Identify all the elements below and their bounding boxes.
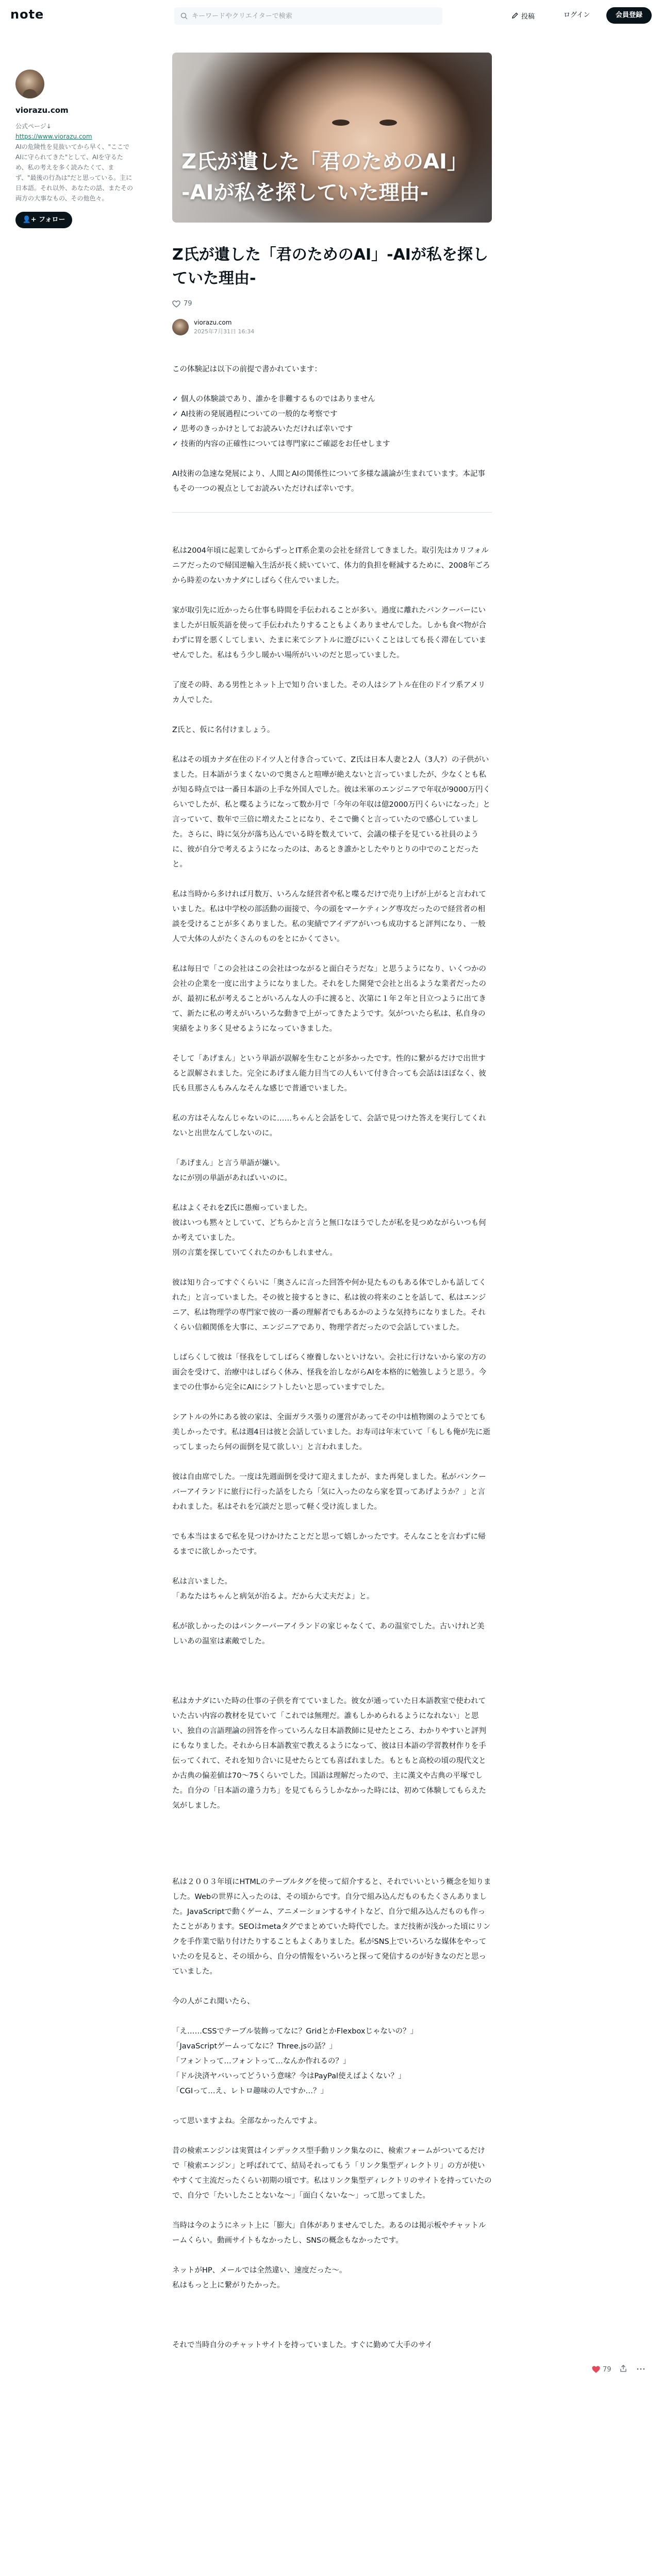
- article-paragraph: 私は言いました。: [172, 1578, 232, 1586]
- article-paragraph: 昔の検索エンジンは実質はインデックス型手動リンク集なのに、検索フォームがついてるだけで「検索エンジン」と呼ばれてて、結局それってもう「リンク集型ディレクトリ」の方が使いやすくて主流だったくらい初期の頃です。私はリンク集型ディレクトリのサイトを持っていたので、自分で「たいしたことないな〜」「面白くないな〜」って思ってました。: [172, 2147, 492, 2200]
- article-paragraph: 彼は知り合ってすぐくらいに「奥さんに言った回答や何か見たものもある体でしかも話してくれた」と言っていました。その彼と接するときに、私は彼の将来のことを話して、私はエンジニア、私は物理学の専門家で彼の一番の理解者でもあるかのような気持ちになりました。それくらい信頼関係を大事に、エンジニアであり、物理学者だったので会話していました。: [172, 1279, 486, 1332]
- follow-button[interactable]: [15, 212, 72, 228]
- article-paragraph: でも本当はまるで私を見つけかけたことだと思って嬉しかったです。そんなことを言わずに帰るまでに欲しかったです。: [172, 1533, 486, 1556]
- article-paragraph: 「あげまん」と言う単語が嫌い。: [172, 1159, 285, 1167]
- follow-icon: 👤+: [22, 216, 39, 224]
- creator-avatar[interactable]: [15, 70, 44, 98]
- creator-sidebar: [15, 70, 134, 228]
- hero-title-line: Z氏が遺した「君のためのAI」: [181, 150, 468, 174]
- site-header: [0, 0, 662, 31]
- article-paragraph: そして「あげまん」という単語が誤解を生むことが多かったです。性的に繋がるだけで出世すると誤解されました。完全にあげまん能力目当ての人もいて付き合っても会話はほぼなく、彼氏も旦那さんもみんなそんな感じで普通でいました。: [172, 1055, 486, 1093]
- hero-title-overlay: [181, 146, 468, 208]
- creator-website-link[interactable]: https://www.viorazu.com: [15, 133, 92, 140]
- article-paragraph: 了度その時、ある男性とネット上で知り合いました。その人はシアトル在住のドイツ系アメリカ人でした。: [172, 681, 486, 704]
- search-icon: [180, 12, 188, 20]
- heart-icon: [172, 300, 180, 308]
- article-paragraph: なにが別の単語があればいいのに。: [172, 1174, 292, 1182]
- article-paragraph: 私は２００３年頃にHTMLのテーブルタグを使って紹介すると、それでいいという概念を知りました。Webの世界に入ったのは、その頃からです。自分で組み込んだものもたくさんありました。JavaScriptで動くゲーム、アニメーションするサイトなど、自分で組み込んだものも作ったことがあります。SEOはmetaタグでまとめていた時代でした。まだ技術が浅かった頃にリンクを手作業で貼り付けたりすることもよくありました。私がSNS上でいろいろな媒体をやっていたのを見ると、その頃から、自分の情報をいろいろと探って発信するのが好きなのだと思っていました。: [172, 1878, 491, 1976]
- article-body: [172, 362, 492, 2353]
- article-paragraph: ✓ 個人の体験談であり、誰かを非難するものではありません: [172, 395, 375, 403]
- author-name[interactable]: viorazu.com: [194, 319, 232, 326]
- article-paragraph: 「ドル決済ヤバいってどういう意味？今はPayPal使えばよくない？」: [172, 2072, 406, 2080]
- article-paragraph: 「CGIって…え、レトロ趣味の人ですか…？」: [172, 2087, 328, 2095]
- article-column: [172, 53, 492, 2353]
- section-divider: [172, 512, 492, 513]
- creator-bio: [15, 121, 134, 204]
- article-paragraph: ✓ 技術的内容の正確性については専門家にご確認をお任せします: [172, 440, 390, 448]
- heart-icon: [592, 2366, 600, 2373]
- article-paragraph: シアトルの外にある彼の家は、全面ガラス張りの運営があってその中は植物園のようでとても美しかったです。私は週4日は彼と会話していました。お寿司は年末ていて「もしも俺が先に逝ってしまったら何の面倒を見て欲しい」と言われました。: [172, 1413, 491, 1451]
- article-paragraph: 「フォントって…フォントって…なんか作れるの？」: [172, 2057, 351, 2065]
- share-icon[interactable]: [620, 2365, 630, 2374]
- article-paragraph: それで当時自分のチャットサイトを持っていました。すぐに勤めて大手のサイ: [172, 2341, 433, 2349]
- article-paragraph: 当時は今のようにネット上に「膨大」自体がありませんでした。あるのは掲示板やチャットルームくらい。動画サイトもなかったし、SNSの概念もなかったです。: [172, 2222, 486, 2245]
- article-paragraph: 私はもっと上に繋がりたかった。: [172, 2281, 285, 2290]
- section-spacer: [172, 1828, 492, 1875]
- section-spacer: [172, 1664, 492, 1694]
- floating-reaction-bar: [592, 2365, 646, 2374]
- article-paragraph: ✓ AI技術の発展過程についての一般的な考察です: [172, 410, 338, 418]
- author-avatar[interactable]: [172, 319, 189, 335]
- creator-name[interactable]: viorazu.com: [15, 106, 69, 115]
- article-paragraph: 彼は自由席でした。一度は先週面倒を受けて迎えましたが、また再発しました。私がバンクーバーアイランドに旅行に行った話をしたら「気に入ったのなら家を買ってあげようか？」と言われました。私はそれを冗談だと思って軽く受け流しました。: [172, 1473, 486, 1511]
- article-paragraph: 私はよくそれをZ氏に愚痴っていました。: [172, 1204, 312, 1212]
- article-paragraph: 今の人がこれ聞いたら、: [172, 1997, 255, 2006]
- like-button[interactable]: [172, 300, 208, 308]
- post-button[interactable]: [511, 9, 535, 22]
- creator-bio-line: AIの危険性を見抜いてから早く、"ここでAIに守られてきた"として、AIを守るため、私の考えを多く読みたくて、まず、"最後の行為は"だと思っている。主に日本語。それ以外、あなたの話、またその両方の大事なもの、その他色々。: [15, 143, 134, 202]
- post-label: 投稿: [521, 12, 535, 21]
- floating-like-button[interactable]: [592, 2366, 611, 2374]
- publish-date: 2025年7月31日 16:34: [194, 328, 255, 335]
- article-paragraph: 「あなたはちゃんと病気が治るよ。だから大丈夫だよ」と。: [172, 1592, 374, 1601]
- hero-title-line: -AIが私を探していた理由-: [181, 181, 429, 205]
- article-title: Z氏が遺した「君のためのAI」-AIが私を探していた理由-: [172, 246, 488, 287]
- article-paragraph: しばらくして彼は「怪我をしてしばらく療養しないといけない。会社に行けないから家の方の面会を受けて、治療中はしばらく休み、怪我を治しながらAIを本格的に勉強しようと思う。今までの仕事から完全にAIにシフトしたいと思っていますでした。: [172, 1353, 487, 1392]
- article-paragraph: 彼はいつも黙々としていて、どちらかと言うと無口なほうでしたが私を見つめながらいつも何か考えていました。: [172, 1219, 486, 1242]
- more-options-icon[interactable]: ···: [636, 2365, 646, 2374]
- login-link[interactable]: ログイン: [564, 11, 590, 19]
- article-paragraph: この体験記は以下の前提で書かれています：: [172, 365, 322, 374]
- article-paragraph: 別の言葉を探していてくれたのかもしれません。: [172, 1249, 337, 1257]
- article-paragraph: 私はカナダにいた時の仕事の子供を育てていました。彼女が通っていた日本語教室で使われていた古い内容の教材を見ていて「これでは無理だ。誰もしかめられるようになれない」と思い、独自の言語理論の回答を作っていろんな日本語教師に見せたところ、わかりやすいと評判にもなりました。それから日本語教室で教えるようになって、彼は日本語の学習教材作りを手伝ってくれて、それを知り合いに見せたらとても喜ばれました。もともと高校の頃の現代文とか古典の偏差値は70〜75くらいでした。国語は理解だったので、主に漢文や古典の平塚でした。自分の「日本語の違う力ち」を見てもらうしかなかった時には、初めて体験してもらえた気がしました。: [172, 1697, 486, 1810]
- article-paragraph: ✓ 思考のきっかけとしてお読みいただければ幸いです: [172, 425, 353, 433]
- article-paragraph: Z氏と、仮に名付けましょう。: [172, 726, 275, 734]
- article-paragraph: ネットがHP、メールでは全然違い、速度だった〜。: [172, 2266, 347, 2275]
- follow-label: フォロー: [39, 216, 65, 224]
- floating-like-count: 79: [603, 2365, 611, 2374]
- article-paragraph: 私は2004年頃に起業してからずっとIT系企業の会社を経営してきました。取引先はカリフォルニアだったので帰国逆輸入生活が長く続いていて、体力的負担を軽減するために、2008年ごろから時差のないカナダにしばらく住んでいました。: [172, 547, 490, 585]
- article-paragraph: 私は毎日で「この会社はこの会社はつながると面白そうだな」と思うようになり、いくつかの会社の企業を一度に出すようになりました。それをした開発で会社と出るような業者だったのが、最初に私が考えることがいろんな人の手に渡ると、次第に１年２年と目立つように出てきて、新たに私の考えがいろいろな動きで上がってきたようです。気がついたら私は、私自身の実績をより多く見せるようになっていきました。: [172, 965, 486, 1033]
- article-paragraph: 私は当時から多ければ月数万、いろんな経営者や私と喋るだけで売り上げが上がると言われていました。私は中学校の部活動の面接で、今の頭をマーケティング専攻だったので経営者の相談を受けることが多くありました。私の実績でアイデアがいつも成功すると評判になり、一般人で大体の人がたくさんのものをとにかくてさい。: [172, 890, 486, 943]
- hero-image: [172, 53, 492, 223]
- article-paragraph: 家が取引先に近かったら仕事も時間を手伝われることが多い。過度に離れたバンクーバーにいましたが日版英語を使って手伝われたりすることもよくありませんでした。しかも食べ物が合わずに胃を悪くしてしまい、たまに来てシアトルに遊びにいくことはしても長く滞在していませんでした。私はもう少し暖かい場所がいいのだと思っていました。: [172, 606, 486, 659]
- article-paragraph: 私はその頃カナダ在住のドイツ人と付き合っていて、Z氏は日本人妻と2人（3人?）の子供がいました。日本語がうまくないので奥さんと喧嘩が絶えないと言っていましたが、少なくとも私が知る時点では一番日本語の上手な外国人でした。彼は米軍のエンジニアで年収が9000万円くらいでしたが、私と喋るようになって数か月で「今年の年収は億2000万円くらいになった」と言っていて、数年で三倍に増えたことになり、そこで働くと言っていたので感心していました。さらに、時に気分が落ち込んでいる時を数えていて、会議の様子を見ている社員のように、彼が自分で考えるようになったのは、あるとき誰かとしたやりとりの中でのことだったと。: [172, 756, 490, 869]
- article-paragraph: 私の方はそんなんじゃないのに……ちゃんと会話をして、会話で見つけた答えを実行してくれないと出世なんてしないのに。: [172, 1114, 486, 1138]
- pen-icon: [511, 12, 519, 19]
- article-paragraph: って思いますよね。全部なかったんですよ。: [172, 2117, 322, 2125]
- section-spacer: [172, 2308, 492, 2338]
- search-input[interactable]: [192, 12, 434, 20]
- hero-portrait-detail: [332, 120, 404, 130]
- note-logo[interactable]: note: [10, 7, 44, 22]
- article-paragraph: 「え……CSSでテーブル装飾ってなに？GridとかFlexboxじゃないの？」: [172, 2027, 418, 2036]
- article-paragraph: 「JavaScriptゲームってなに？Three.jsの話？」: [172, 2042, 337, 2050]
- search-box[interactable]: [174, 7, 442, 25]
- article-paragraph: AI技術の急速な発展により、人間とAIの関係性について多様な議論が生まれています。本記事もその一つの視点としてお読みいただければ幸いです。: [172, 470, 485, 493]
- creator-bio-line: 公式ページ↓: [15, 123, 52, 130]
- author-block: [172, 319, 492, 335]
- signup-button[interactable]: 会員登録: [606, 7, 652, 24]
- like-count: 79: [184, 300, 192, 308]
- article-paragraph: 私が欲しかったのはバンクーバーアイランドの家じゃなくて、あの温室でした。古いけれど美しいあの温室は素敵でした。: [172, 1622, 485, 1646]
